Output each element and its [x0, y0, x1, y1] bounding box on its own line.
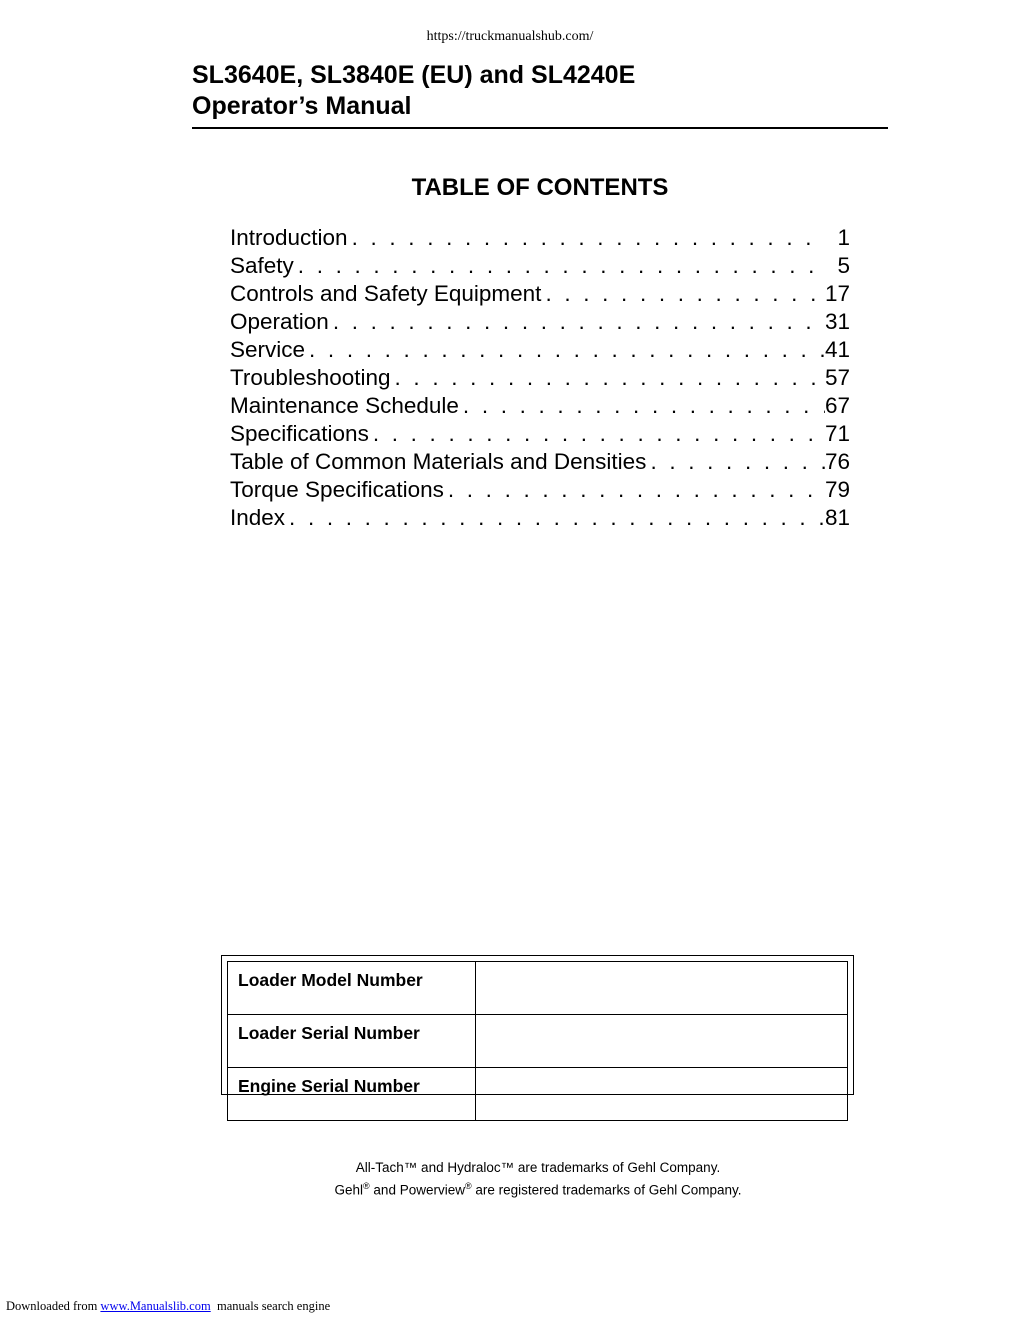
- table-row: [228, 1068, 848, 1121]
- document-title: [192, 60, 635, 122]
- toc-entry-label: Maintenance Schedule: [230, 393, 459, 418]
- toc-entry-safety[interactable]: [230, 252, 850, 280]
- trademark-gehl: Gehl: [334, 1182, 364, 1198]
- toc-entry-label: Operation: [230, 309, 329, 334]
- manualslib-link[interactable]: www.Manualslib.com: [100, 1299, 211, 1313]
- toc-entry-page: 79: [824, 477, 850, 502]
- toc-entry-page: 67: [824, 393, 850, 418]
- toc-entry-torque-specifications[interactable]: [230, 476, 850, 504]
- trademark-line-2-end: are registered trademarks of Gehl Company.: [471, 1182, 742, 1198]
- toc-entry-materials-densities[interactable]: [230, 448, 850, 476]
- toc-leader-dots: [650, 448, 825, 476]
- source-url: https://truckmanualshub.com/: [426, 29, 594, 44]
- trademark-line-1: All-Tach™ and Hydraloc™ are trademarks of Gehl Company.: [355, 1160, 721, 1175]
- registered-mark: ®: [464, 1181, 472, 1191]
- registered-mark: ®: [363, 1181, 370, 1191]
- loader-serial-number-label: Loader Serial Number: [228, 1015, 476, 1068]
- toc-entry-label: Service: [230, 337, 306, 362]
- toc-entry-label: Troubleshooting: [230, 365, 391, 390]
- toc-entry-label: Controls and Safety Equipment: [230, 281, 542, 306]
- toc-heading: TABLE OF CONTENTS: [411, 174, 669, 201]
- footer-suffix: manuals search engine: [210, 1299, 331, 1313]
- toc-entry-page: 17: [824, 281, 850, 306]
- toc-entry-service[interactable]: [230, 336, 850, 364]
- toc-leader-dots: [395, 364, 825, 392]
- table-of-contents: [230, 224, 850, 532]
- toc-entry-page: 81: [824, 505, 850, 530]
- toc-entry-label: Specifications: [230, 421, 369, 446]
- download-footer: [6, 1299, 330, 1314]
- toc-leader-dots: [545, 280, 825, 308]
- toc-entry-controls[interactable]: [230, 280, 850, 308]
- toc-entry-page: 31: [824, 309, 850, 334]
- toc-entry-operation[interactable]: [230, 308, 850, 336]
- toc-entry-page: 5: [837, 253, 850, 278]
- toc-entry-label: Torque Specifications: [230, 477, 444, 502]
- loader-model-number-label: Loader Model Number: [228, 962, 476, 1015]
- engine-serial-number-label: Engine Serial Number: [228, 1068, 476, 1121]
- toc-entry-maintenance-schedule[interactable]: [230, 392, 850, 420]
- identification-table: [227, 961, 848, 1121]
- loader-serial-number-field[interactable]: [476, 1015, 848, 1068]
- toc-leader-dots: [352, 224, 826, 252]
- document-title-line1: SL3640E, SL3840E (EU) and SL4240E: [192, 61, 636, 89]
- trademark-powerview: and Powerview: [369, 1182, 465, 1198]
- toc-leader-dots: [448, 476, 825, 504]
- toc-entry-index[interactable]: [230, 504, 850, 532]
- toc-entry-page: 76: [824, 449, 850, 474]
- toc-entry-page: 71: [824, 421, 850, 446]
- toc-leader-dots: [463, 392, 825, 420]
- toc-entry-page: 41: [824, 337, 850, 362]
- toc-leader-dots: [333, 308, 825, 336]
- document-title-line2: Operator’s Manual: [192, 92, 412, 120]
- toc-entry-introduction[interactable]: [230, 224, 850, 252]
- toc-entry-page: 1: [837, 225, 850, 250]
- toc-leader-dots: [298, 252, 826, 280]
- toc-entry-troubleshooting[interactable]: [230, 364, 850, 392]
- toc-entry-label: Index: [230, 505, 286, 530]
- toc-leader-dots: [309, 336, 825, 364]
- loader-model-number-field[interactable]: [476, 962, 848, 1015]
- toc-entry-specifications[interactable]: [230, 420, 850, 448]
- table-row: [228, 1015, 848, 1068]
- toc-leader-dots: [289, 504, 825, 532]
- toc-entry-label: Introduction: [230, 225, 348, 250]
- identification-table-frame: [221, 955, 854, 1095]
- trademark-line-2: [0, 1177, 1020, 1200]
- toc-entry-label: Safety: [230, 253, 294, 278]
- toc-leader-dots: [373, 420, 825, 448]
- title-divider: [192, 127, 888, 129]
- trademark-notice: [0, 1159, 1020, 1200]
- engine-serial-number-field[interactable]: [476, 1068, 848, 1121]
- footer-prefix: Downloaded from: [6, 1299, 101, 1313]
- toc-entry-page: 57: [824, 365, 850, 390]
- table-row: [228, 962, 848, 1015]
- toc-entry-label: Table of Common Materials and Densities: [230, 449, 647, 474]
